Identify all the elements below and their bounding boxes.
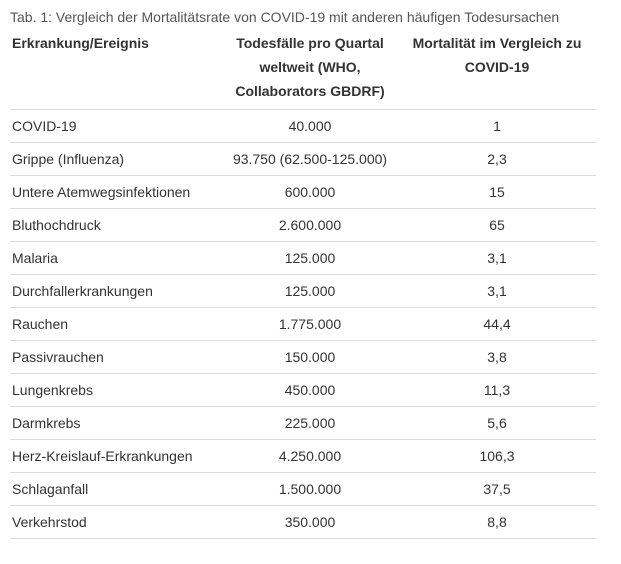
cell-deaths: 1.775.000 [222,308,396,341]
cell-disease: Darmkrebs [10,407,222,440]
cell-disease: Lungenkrebs [10,374,222,407]
cell-deaths: 150.000 [222,341,396,374]
cell-disease: Malaria [10,242,222,275]
cell-deaths: 125.000 [222,242,396,275]
cell-deaths: 93.750 (62.500-125.000) [222,143,396,176]
table-header-row [10,29,596,110]
table-row [10,143,596,176]
cell-deaths: 40.000 [222,110,396,143]
cell-disease: Durchfallerkrankungen [10,275,222,308]
cell-ratio: 3,1 [396,242,596,275]
table-caption: Tab. 1: Vergleich der Mortalitätsrate von COVID-19 mit anderen häufigen Todesursachen [10,9,560,25]
cell-deaths: 350.000 [222,506,396,539]
cell-ratio: 2,3 [396,143,596,176]
cell-disease: Rauchen [10,308,222,341]
cell-ratio: 3,8 [396,341,596,374]
table-row [10,440,596,473]
cell-ratio: 3,1 [396,275,596,308]
cell-disease: Untere Atemwegsinfektionen [10,176,222,209]
cell-deaths: 1.500.000 [222,473,396,506]
cell-ratio: 1 [396,110,596,143]
table-row [10,242,596,275]
cell-deaths: 125.000 [222,275,396,308]
cell-ratio: 15 [396,176,596,209]
mortality-comparison-table [10,29,596,539]
table-row [10,407,596,440]
cell-ratio: 106,3 [396,440,596,473]
cell-deaths: 600.000 [222,176,396,209]
cell-disease: Grippe (Influenza) [10,143,222,176]
cell-disease: Bluthochdruck [10,209,222,242]
cell-deaths: 225.000 [222,407,396,440]
cell-disease: Verkehrstod [10,506,222,539]
cell-ratio: 11,3 [396,374,596,407]
table-row [10,275,596,308]
cell-disease: Schlaganfall [10,473,222,506]
column-header-mortality-ratio: Mortalität im Vergleich zu COVID-19 [396,29,596,110]
table-row [10,308,596,341]
table-row [10,176,596,209]
cell-disease: Herz-Kreislauf-Erkrankungen [10,440,222,473]
cell-ratio: 65 [396,209,596,242]
table-body [10,110,596,539]
table-row [10,341,596,374]
table-row [10,110,596,143]
table-row [10,374,596,407]
table-row [10,473,596,506]
cell-disease: COVID-19 [10,110,222,143]
cell-deaths: 450.000 [222,374,396,407]
column-header-disease: Erkrankung/Ereignis [10,29,222,110]
cell-ratio: 37,5 [396,473,596,506]
cell-ratio: 44,4 [396,308,596,341]
cell-ratio: 8,8 [396,506,596,539]
table-row [10,506,596,539]
cell-ratio: 5,6 [396,407,596,440]
cell-deaths: 4.250.000 [222,440,396,473]
cell-deaths: 2.600.000 [222,209,396,242]
table-row [10,209,596,242]
cell-disease: Passivrauchen [10,341,222,374]
column-header-deaths-per-quarter: Todesfälle pro Quartal weltweit (WHO, Collaborators GBDRF) [222,29,396,110]
